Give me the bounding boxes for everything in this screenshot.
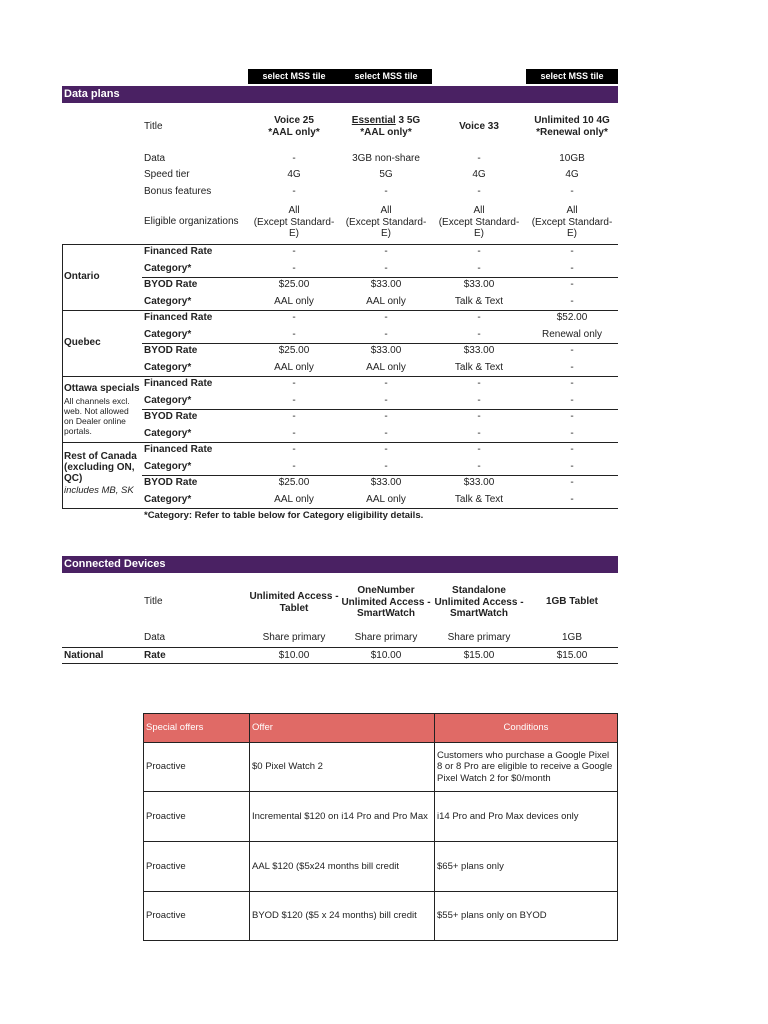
financed-rate-label: Financed Rate <box>144 246 213 257</box>
financed-category-value: - <box>477 328 481 340</box>
plan-header-1: Voice 25 *AAL only* <box>268 115 320 138</box>
plan-speed-value: 5G <box>379 169 393 180</box>
offer-type: Proactive <box>144 792 250 842</box>
financed-category-value: - <box>292 328 296 340</box>
financed-category-value: Renewal only <box>541 328 603 340</box>
device-rate-value: $15.00 <box>556 650 588 661</box>
region-mid-divider <box>142 277 618 278</box>
byod-rate-label: BYOD Rate <box>144 477 198 488</box>
region-border-left <box>62 244 63 310</box>
region-name-quebec: Quebec <box>64 337 101 348</box>
byod-rate-value: - <box>477 411 481 422</box>
cd-data-label: Data <box>144 632 166 643</box>
byod-category-value: Talk & Text <box>454 493 504 505</box>
financed-rate-value: - <box>292 246 296 257</box>
plan-eligible-line: E) <box>289 228 299 239</box>
plan-speed-value: 4G <box>472 169 486 180</box>
plan-data-value: 10GB <box>559 153 585 164</box>
offer-row <box>144 743 618 792</box>
device-name-line: 1GB Tablet <box>545 596 599 607</box>
device-data-value: Share primary <box>262 632 326 643</box>
device-data-value: Share primary <box>354 632 418 643</box>
byod-rate-value: $25.00 <box>278 345 310 356</box>
offer-conditions: $65+ plans only <box>435 842 618 892</box>
financed-category-value: - <box>477 394 481 406</box>
device-name-line: Unlimited Access - <box>249 591 339 602</box>
plan-eligible-line: E) <box>474 228 484 239</box>
region-name-ottawa: Ottawa specials <box>64 383 140 394</box>
byod-rate-label: BYOD Rate <box>144 411 198 422</box>
mss-tile-2[interactable]: select MSS tile <box>340 69 432 84</box>
offers-header-conditions: Conditions <box>435 714 618 743</box>
region-border-left <box>62 310 63 376</box>
offer-description: AAL $120 ($5x24 months bill credit <box>250 842 435 892</box>
financed-rate-value: - <box>292 312 296 323</box>
byod-category-label: Category* <box>144 493 192 505</box>
financed-category-label: Category* <box>144 394 192 406</box>
financed-rate-value: - <box>384 444 388 455</box>
device-name-line: Tablet <box>279 602 309 614</box>
region-border-top <box>62 376 618 377</box>
plan-header-2: Essential 3 5G *AAL only* <box>351 115 421 138</box>
bonus-label: Bonus features <box>144 186 212 197</box>
plan-data-value: - <box>292 153 296 164</box>
cd-divider-bottom <box>62 663 618 664</box>
cd-rate-label: Rate <box>144 650 166 661</box>
speed-label: Speed tier <box>144 169 190 180</box>
byod-category-value: AAL only <box>274 493 314 505</box>
financed-category-value: - <box>570 460 574 472</box>
byod-category-label: Category* <box>144 295 192 307</box>
financed-category-value: - <box>292 262 296 274</box>
byod-category-value: AAL only <box>366 361 406 373</box>
byod-rate-value: - <box>570 279 574 290</box>
plan-eligible-line: (Except Standard- <box>531 216 613 228</box>
region-note-ottawa: on Dealer online <box>64 416 126 426</box>
financed-category-value: - <box>384 328 388 340</box>
byod-category-value: - <box>570 427 574 439</box>
plan-eligible-line: All <box>288 205 300 216</box>
region-name-rest-3: QC) <box>64 473 83 484</box>
device-name-line: Unlimited Access - <box>341 596 431 608</box>
regions-border-bottom <box>62 508 618 509</box>
byod-category-value: - <box>292 427 296 439</box>
byod-category-label: Category* <box>144 427 192 439</box>
region-name-rest: Rest of Canada <box>64 451 137 462</box>
byod-category-value: AAL only <box>366 493 406 505</box>
plan-header-3: Voice 33 <box>459 121 499 132</box>
financed-category-label: Category* <box>144 328 192 340</box>
mss-tile-4[interactable]: select MSS tile <box>526 69 618 84</box>
plan-bonus-value: - <box>292 186 296 197</box>
financed-rate-value: - <box>570 378 574 389</box>
financed-category-value: - <box>570 394 574 406</box>
byod-rate-value: - <box>384 411 388 422</box>
region-mid-divider <box>142 409 618 410</box>
financed-category-value: - <box>570 262 574 274</box>
region-name-ontario: Ontario <box>64 271 100 282</box>
byod-rate-value: $33.00 <box>370 345 402 356</box>
byod-category-value: Talk & Text <box>454 361 504 373</box>
byod-rate-value: $33.00 <box>463 477 495 488</box>
financed-category-value: - <box>477 262 481 274</box>
offer-type: Proactive <box>144 842 250 892</box>
byod-category-value: AAL only <box>274 361 314 373</box>
offer-type: Proactive <box>144 892 250 941</box>
title-label: Title <box>144 121 163 132</box>
financed-rate-value: - <box>570 246 574 257</box>
byod-category-value: Talk & Text <box>454 295 504 307</box>
byod-rate-label: BYOD Rate <box>144 279 198 290</box>
device-data-value: Share primary <box>447 632 511 643</box>
financed-category-label: Category* <box>144 262 192 274</box>
byod-rate-value: $33.00 <box>463 345 495 356</box>
financed-category-value: - <box>292 460 296 472</box>
byod-category-value: AAL only <box>366 295 406 307</box>
cd-region: National <box>64 650 104 661</box>
byod-category-value: - <box>570 493 574 505</box>
offer-row <box>144 792 618 842</box>
device-rate-value: $10.00 <box>370 650 402 661</box>
financed-category-value: - <box>292 394 296 406</box>
region-border-top <box>62 244 618 245</box>
financed-rate-value: - <box>384 312 388 323</box>
offer-conditions: i14 Pro and Pro Max devices only <box>435 792 618 842</box>
financed-rate-value: - <box>292 378 296 389</box>
device-data-value: 1GB <box>561 632 582 643</box>
region-border-left <box>62 376 63 442</box>
offer-conditions: Customers who purchase a Google Pixel 8 or 8 Pro are eligible to receive a Google Pixel Watch 2 for $0/month <box>435 743 618 792</box>
offer-description: Incremental $120 on i14 Pro and Pro Max <box>250 792 435 842</box>
plan-eligible-line: All <box>473 205 485 216</box>
data-label: Data <box>144 153 166 164</box>
offers-header-type: Special offers <box>144 714 250 743</box>
plan-eligible-line: E) <box>381 228 391 239</box>
device-name-line: OneNumber <box>357 585 415 596</box>
special-offers-table <box>143 713 618 941</box>
region-mid-divider <box>142 475 618 476</box>
financed-rate-value: - <box>477 246 481 257</box>
region-border-top <box>62 442 618 443</box>
plan-header-4: Unlimited 10 4G *Renewal only* <box>534 115 610 138</box>
plan-eligible-line: E) <box>567 228 577 239</box>
byod-rate-value: - <box>570 411 574 422</box>
connected-devices-header: Connected Devices <box>62 556 618 573</box>
financed-rate-value: $52.00 <box>556 312 588 323</box>
region-note-ottawa: web. Not allowed <box>64 406 129 416</box>
region-note-rest: includes MB, SK <box>64 485 134 496</box>
plan-eligible-line: All <box>380 205 392 216</box>
cd-title-label: Title <box>144 596 163 607</box>
offer-row <box>144 842 618 892</box>
financed-category-value: - <box>477 460 481 472</box>
byod-rate-label: BYOD Rate <box>144 345 198 356</box>
byod-category-label: Category* <box>144 361 192 373</box>
byod-category-value: - <box>570 295 574 307</box>
plan-data-value: - <box>477 153 481 164</box>
offer-row <box>144 892 618 941</box>
device-name-line: SmartWatch <box>450 608 508 619</box>
byod-rate-value: $25.00 <box>278 477 310 488</box>
data-plans-header: Data plans <box>62 86 618 103</box>
cd-divider-top <box>62 647 618 648</box>
byod-rate-value: $33.00 <box>370 279 402 290</box>
byod-category-value: - <box>570 361 574 373</box>
plan-eligible-line: (Except Standard- <box>253 216 335 228</box>
mss-tile-1[interactable]: select MSS tile <box>248 69 340 84</box>
plan-eligible-line: (Except Standard- <box>438 216 520 228</box>
financed-rate-value: - <box>477 444 481 455</box>
device-rate-value: $15.00 <box>463 650 495 661</box>
financed-rate-value: - <box>384 378 388 389</box>
financed-category-value: - <box>384 394 388 406</box>
offer-description: BYOD $120 ($5 x 24 months) bill credit <box>250 892 435 941</box>
financed-rate-value: - <box>570 444 574 455</box>
region-mid-divider <box>142 343 618 344</box>
byod-rate-value: - <box>292 411 296 422</box>
plan-eligible-line: All <box>566 205 578 216</box>
device-name-line: Unlimited Access - <box>434 596 524 608</box>
category-footnote: *Category: Refer to table below for Category eligibility details. <box>144 510 424 521</box>
financed-rate-value: - <box>477 312 481 323</box>
region-border-left <box>62 442 63 508</box>
byod-rate-value: $33.00 <box>463 279 495 290</box>
offer-conditions: $55+ plans only on BYOD <box>435 892 618 941</box>
region-border-top <box>62 310 618 311</box>
plan-speed-value: 4G <box>565 169 579 180</box>
financed-rate-value: - <box>477 378 481 389</box>
region-note-ottawa: All channels excl. <box>64 396 130 406</box>
plan-eligible-line: (Except Standard- <box>345 216 427 228</box>
byod-rate-value: - <box>570 477 574 488</box>
byod-rate-value: - <box>570 345 574 356</box>
plan-bonus-value: - <box>570 186 574 197</box>
device-rate-value: $10.00 <box>278 650 310 661</box>
region-note-ottawa: portals. <box>64 426 92 436</box>
financed-category-value: - <box>384 262 388 274</box>
byod-category-value: - <box>384 427 388 439</box>
offer-description: $0 Pixel Watch 2 <box>250 743 435 792</box>
financed-rate-value: - <box>384 246 388 257</box>
financed-rate-label: Financed Rate <box>144 444 213 455</box>
financed-rate-label: Financed Rate <box>144 378 213 389</box>
device-name-line: SmartWatch <box>357 608 415 619</box>
byod-rate-value: $25.00 <box>278 279 310 290</box>
financed-category-label: Category* <box>144 460 192 472</box>
byod-category-value: - <box>477 427 481 439</box>
offer-type: Proactive <box>144 743 250 792</box>
byod-category-value: AAL only <box>274 295 314 307</box>
plan-bonus-value: - <box>477 186 481 197</box>
plan-data-value: 3GB non-share <box>352 153 420 164</box>
plan-speed-value: 4G <box>287 169 301 180</box>
region-name-rest-2: (excluding ON, <box>64 462 135 473</box>
plan-bonus-value: - <box>384 186 388 197</box>
offers-header-offer: Offer <box>250 714 435 743</box>
eligible-label: Eligible organizations <box>144 216 239 227</box>
financed-rate-label: Financed Rate <box>144 312 213 323</box>
byod-rate-value: $33.00 <box>370 477 402 488</box>
device-name-line: Standalone <box>452 585 506 596</box>
financed-rate-value: - <box>292 444 296 455</box>
financed-category-value: - <box>384 460 388 472</box>
